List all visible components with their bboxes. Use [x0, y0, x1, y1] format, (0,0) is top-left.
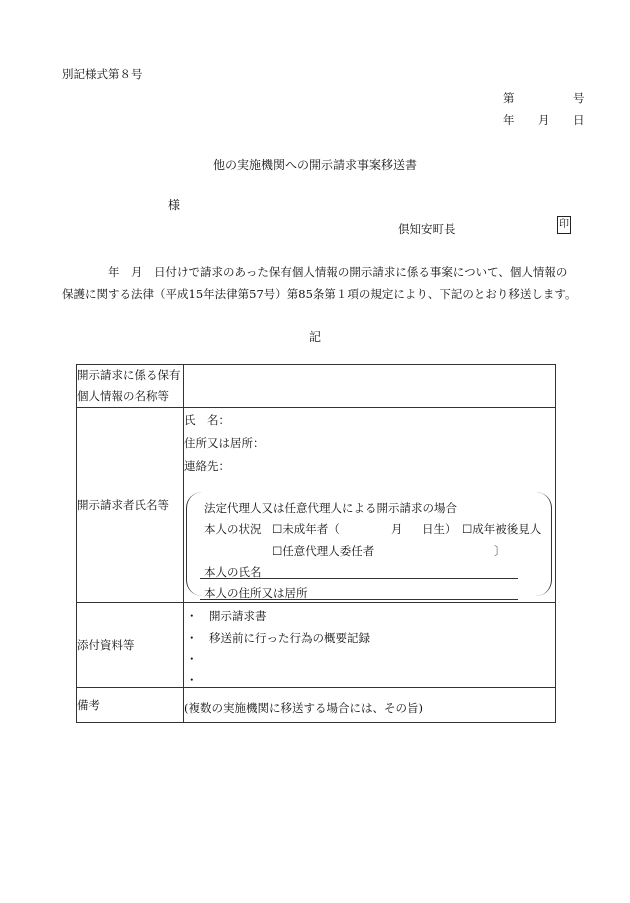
minor-checkbox[interactable]: ☐未成年者（	[272, 522, 340, 536]
minor-month: 月	[391, 522, 403, 536]
info-name-label-b: 個人情報の名称等	[77, 389, 169, 403]
attachments-label: 添付資料等	[77, 603, 184, 688]
minor-day: 日生）	[422, 522, 457, 536]
proxy-heading: 法定代理人又は任意代理人による開示請求の場合	[204, 501, 457, 515]
attachment-item: ・ 移送前に行った行為の概要記録	[186, 631, 370, 645]
number-prefix: 第	[503, 91, 515, 105]
body-text-line2: 保護に関する法律（平成15年法律第57号）第85条第１項の規定により、下記のとおり移送します。	[62, 287, 577, 301]
attachment-item: ・	[186, 673, 198, 687]
remarks-text: (複数の実施機関に移送する場合には、その旨)	[184, 701, 423, 715]
remarks-label: 備考	[77, 688, 184, 723]
principal-name-line[interactable]	[200, 578, 518, 579]
sender-name: 倶知安町長	[398, 222, 456, 236]
requester-contact-label: 連絡先：	[184, 459, 230, 473]
info-name-label-a: 開示請求に係る保有	[77, 368, 181, 382]
number-suffix: 号	[573, 91, 585, 105]
date-year: 年	[503, 113, 515, 127]
status-label: 本人の状況	[204, 522, 262, 536]
date-month: 月	[538, 113, 550, 127]
principal-address-line[interactable]	[200, 599, 518, 600]
principal-name-label: 本人の氏名	[204, 565, 262, 579]
requester-address-label: 住所又は居所：	[184, 436, 265, 450]
date-day: 日	[573, 113, 585, 127]
guardian-checkbox[interactable]: ☐成年被後見人	[462, 522, 542, 536]
info-name-value[interactable]	[184, 365, 556, 408]
seal-box: 印	[557, 216, 571, 234]
form-number: 別記様式第８号	[62, 67, 143, 81]
document-title: 他の実施機関への開示請求事案移送書	[212, 158, 417, 172]
addressee-suffix: 様	[168, 198, 181, 212]
attachment-item: ・ 開示請求書	[186, 609, 267, 623]
requester-label: 開示請求者氏名等	[77, 408, 184, 603]
table-row	[77, 365, 556, 408]
info-name-label	[77, 365, 184, 408]
body-text-line1: 年 月 日付けで請求のあった保有個人情報の開示請求に係る事案について、個人情報の	[108, 265, 568, 279]
agent-close-bracket: 〕	[494, 544, 506, 558]
attachment-item: ・	[186, 652, 198, 666]
requester-name-label: 氏 名：	[184, 413, 230, 427]
principal-address-label: 本人の住所又は居所	[204, 586, 308, 600]
ki-heading: 記	[308, 330, 321, 344]
agent-checkbox[interactable]: ☐任意代理人委任者	[272, 544, 375, 558]
